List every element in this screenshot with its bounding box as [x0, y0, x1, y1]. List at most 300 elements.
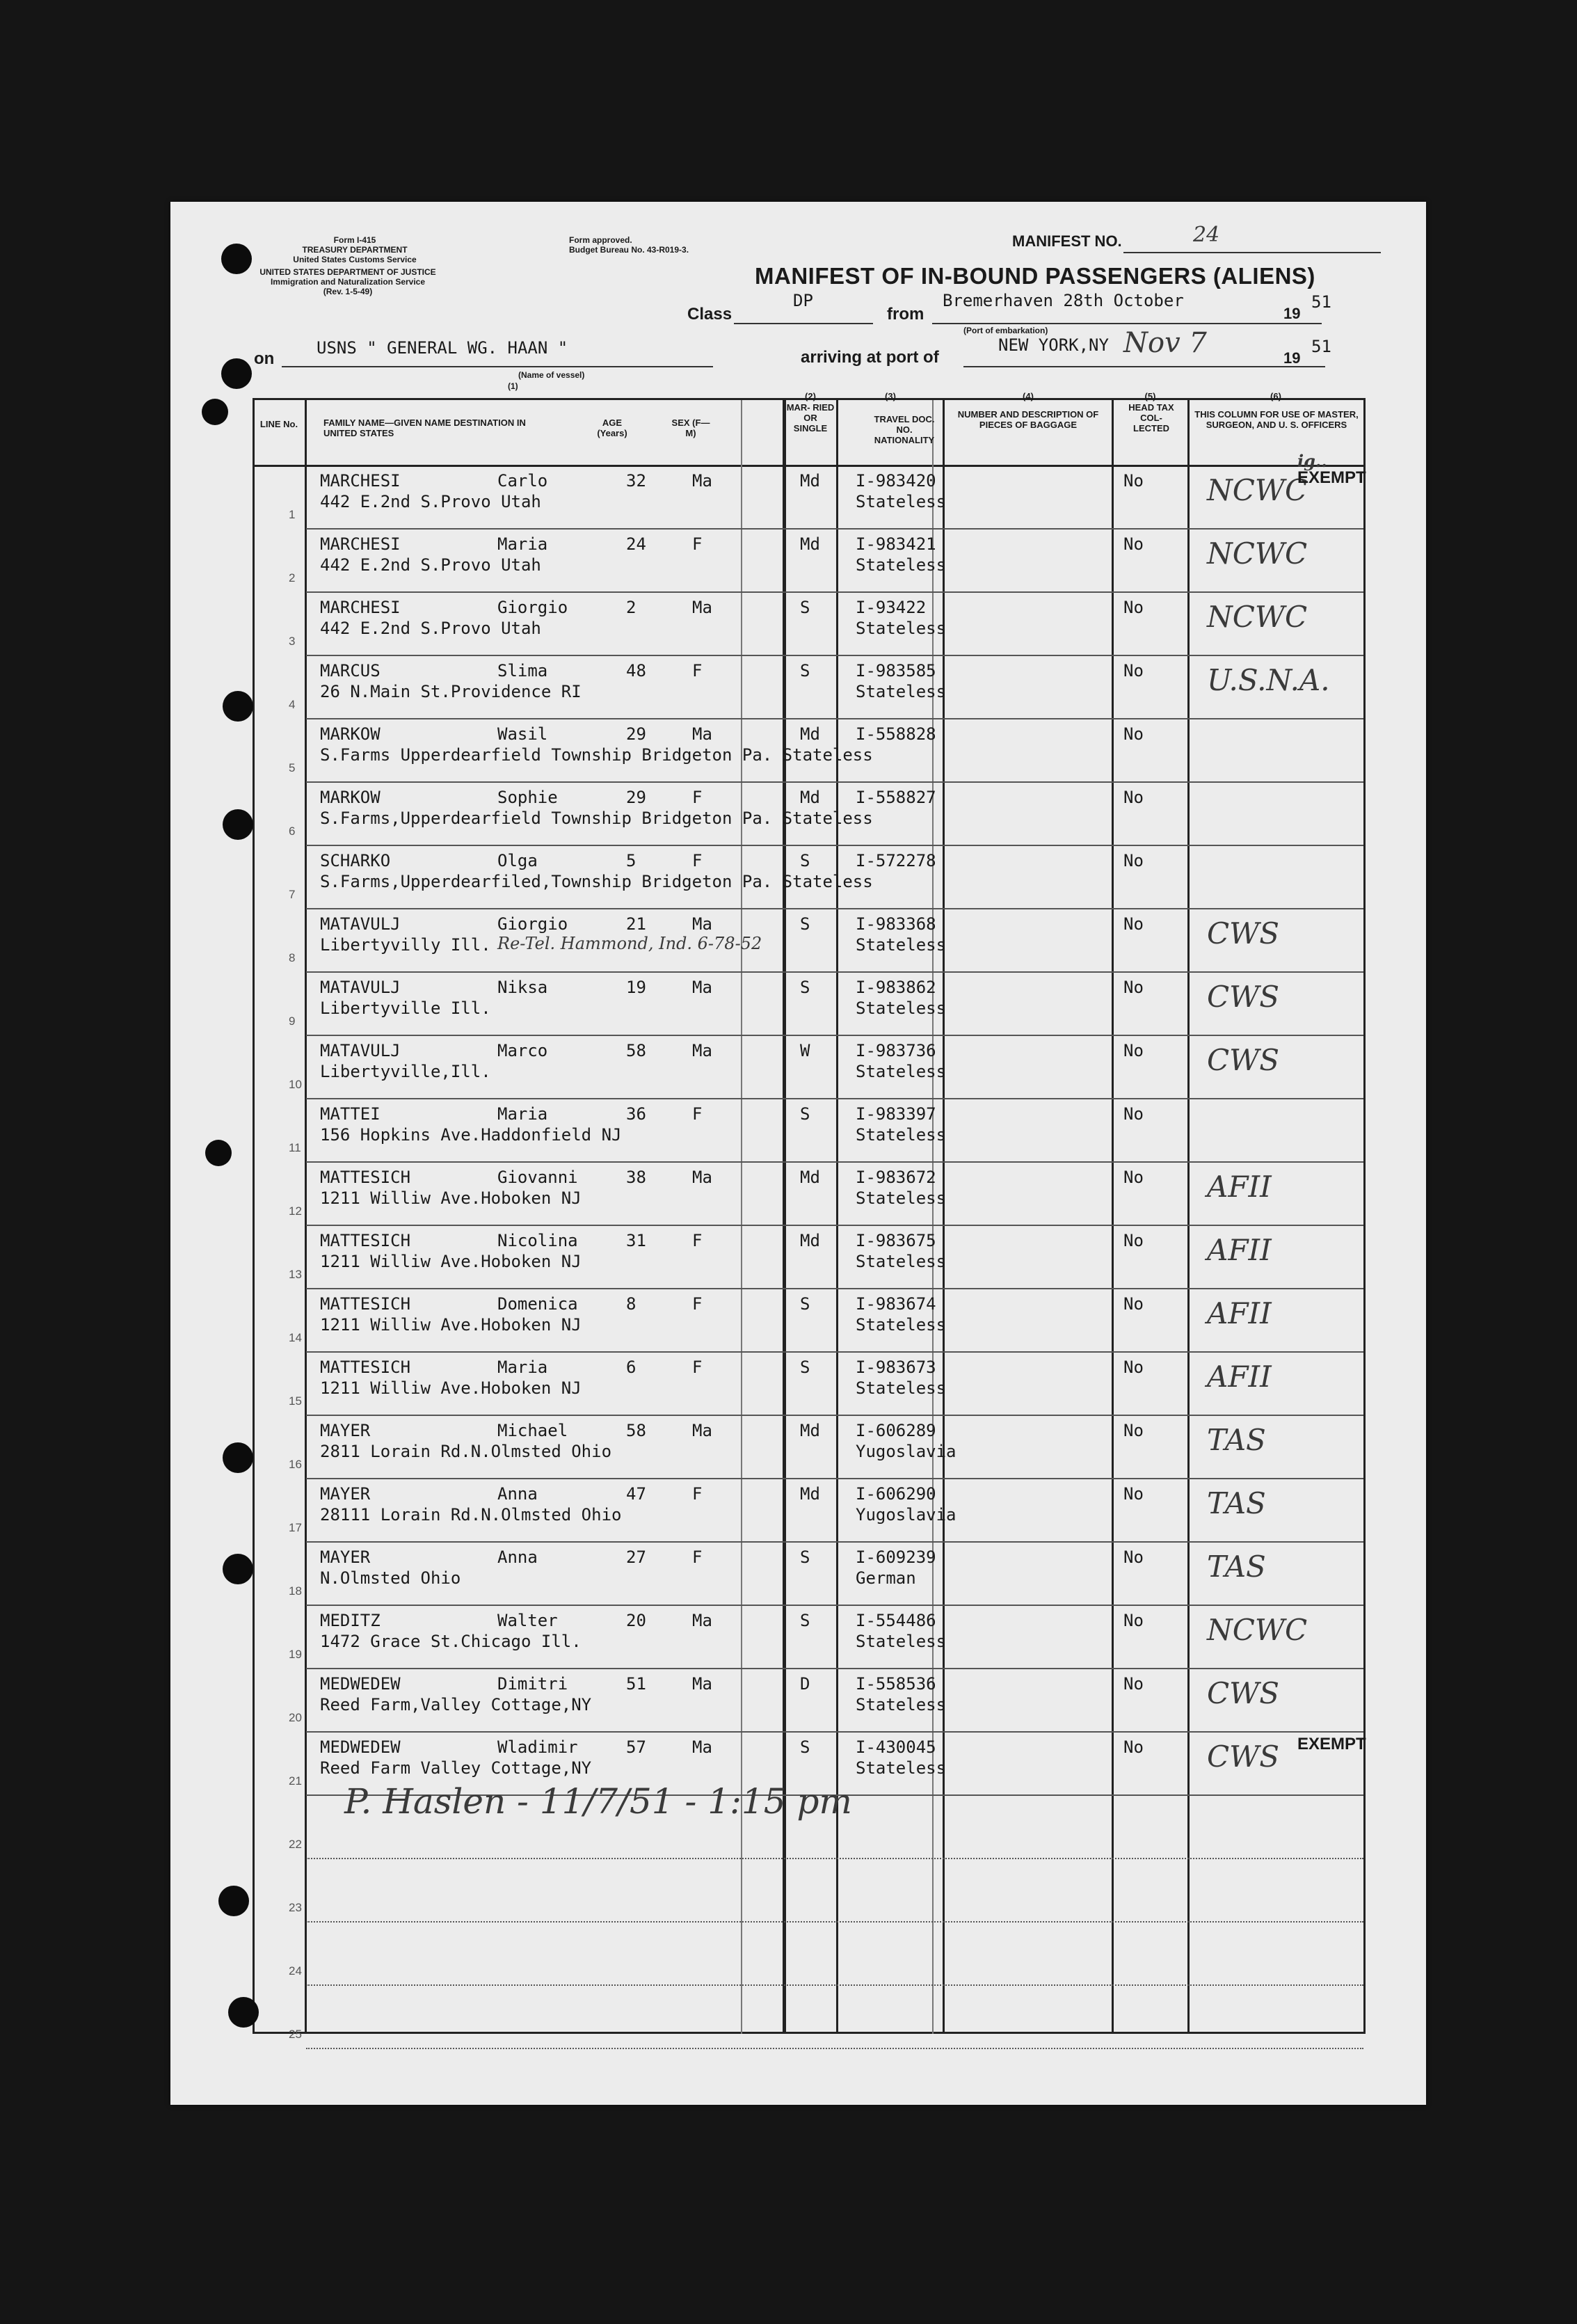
head-tax: No — [1123, 851, 1144, 870]
binder-hole — [223, 1442, 253, 1473]
marital-status: Md — [800, 724, 820, 744]
destination: 442 E.2nd S.Provo Utah — [320, 619, 541, 638]
age: 29 — [626, 788, 646, 807]
table-row — [170, 1543, 1426, 1605]
agency-handwritten: CWS — [1207, 1043, 1280, 1077]
agency-handwritten: NCWC — [1207, 600, 1308, 634]
table-row — [170, 1163, 1426, 1225]
vessel-note: (Name of vessel) — [518, 370, 585, 380]
binder-hole — [228, 1997, 259, 2028]
nationality: Stateless — [856, 998, 947, 1018]
destination: 28111 Lorain Rd.N.Olmsted Ohio — [320, 1505, 622, 1525]
line-number: 4 — [289, 698, 296, 711]
sex: F — [692, 1231, 703, 1250]
agency-handwritten: AFII — [1207, 1296, 1272, 1330]
age: 8 — [626, 1294, 637, 1314]
travel-doc-no: I-983397 — [856, 1104, 936, 1124]
nationality: Stateless — [856, 1188, 947, 1208]
destination: 1211 Williw Ave.Hoboken NJ — [320, 1378, 582, 1398]
arriving-date-handwritten: Nov 7 — [1123, 327, 1207, 359]
age: 5 — [626, 851, 637, 870]
agency-handwritten: U.S.N.A. — [1207, 663, 1330, 697]
head-tax: No — [1123, 1547, 1144, 1567]
line-number: 24 — [289, 1964, 302, 1977]
given-name: Maria — [497, 1358, 548, 1377]
agency-handwritten: TAS — [1207, 1486, 1266, 1520]
form-number-block — [275, 235, 435, 264]
destination: 2811 Lorain Rd.N.Olmsted Ohio — [320, 1442, 612, 1461]
nationality: Stateless — [856, 1125, 947, 1145]
table-row — [170, 1479, 1426, 1542]
travel-doc-no: I-983421 — [856, 534, 936, 554]
head-tax: No — [1123, 534, 1144, 554]
travel-doc-no: I-983862 — [856, 978, 936, 997]
line-number: 21 — [289, 1774, 302, 1788]
marital-status: Md — [800, 1168, 820, 1187]
destination: S.Farms Upperdearfield Township Bridgeton Pa. Stateless — [320, 745, 873, 765]
line-number: 12 — [289, 1204, 302, 1218]
line-number: 16 — [289, 1458, 302, 1471]
travel-doc-no: I-983420 — [856, 471, 936, 491]
given-name: Slima — [497, 661, 548, 681]
port-embarkation-note: (Port of embarkation) — [963, 326, 1048, 335]
marital-status: Md — [800, 1484, 820, 1504]
col-married-num: (2) — [805, 391, 816, 401]
arrive-year: 51 — [1311, 337, 1331, 356]
travel-doc-no: I-983585 — [856, 661, 936, 681]
travel-doc-no: I-983674 — [856, 1294, 936, 1314]
line-number: 20 — [289, 1711, 302, 1724]
col-travel-num: (3) — [885, 391, 896, 401]
family-name: MATTEI — [320, 1104, 381, 1124]
vessel-col-number: (1) — [508, 381, 518, 391]
age: 31 — [626, 1231, 646, 1250]
agency-handwritten: NCWC — [1207, 536, 1308, 571]
family-name: MARCHESI — [320, 471, 401, 491]
sex: Ma — [692, 724, 712, 744]
age: 36 — [626, 1104, 646, 1124]
line-number: 7 — [289, 888, 296, 901]
dept-ins: Immigration and Naturalization Service — [270, 277, 426, 287]
family-name: MARCUS — [320, 661, 381, 681]
marital-status: S — [800, 914, 810, 934]
dept-customs: United States Customs Service — [293, 255, 417, 264]
marital-status: S — [800, 1294, 810, 1314]
col-officers-header: THIS COLUMN FOR USE OF MASTER, SURGEON, AND U. S. OFFICERS — [1194, 409, 1359, 430]
family-name: MARKOW — [320, 788, 381, 807]
travel-doc-no: I-572278 — [856, 851, 936, 870]
sex: Ma — [692, 1674, 712, 1694]
given-name: Anna — [497, 1547, 538, 1567]
line-number: 23 — [289, 1901, 302, 1914]
age: 6 — [626, 1358, 637, 1377]
binder-hole — [218, 1886, 249, 1916]
empty-row — [170, 1986, 1426, 2048]
class-value: DP — [793, 291, 813, 310]
head-tax: No — [1123, 788, 1144, 807]
agency-handwritten: CWS — [1207, 1676, 1280, 1710]
given-name: Carlo — [497, 471, 548, 491]
col-travel-header: TRAVEL DOC. NO. NATIONALITY — [874, 414, 935, 445]
sex: Ma — [692, 1168, 712, 1187]
head-tax: No — [1123, 598, 1144, 617]
age: 21 — [626, 914, 646, 934]
signature-note: P. Haslen - 11/7/51 - 1:15 pm — [344, 1781, 852, 1822]
nationality: Stateless — [856, 682, 947, 701]
form-number: Form I-415 — [333, 235, 376, 245]
marital-status: S — [800, 1358, 810, 1377]
family-name: MATTESICH — [320, 1294, 411, 1314]
marital-status: S — [800, 661, 810, 681]
nationality: German — [856, 1568, 916, 1588]
agency-handwritten: AFII — [1207, 1360, 1272, 1394]
table-row — [170, 656, 1426, 719]
travel-doc-no: I-93422 — [856, 598, 927, 617]
empty-row — [170, 1859, 1426, 1922]
agency-handwritten: NCWC — [1207, 1613, 1308, 1647]
binder-hole — [205, 1140, 232, 1166]
table-row — [170, 451, 1426, 529]
head-tax: No — [1123, 1484, 1144, 1504]
from-value: Bremerhaven 28th October — [943, 291, 1184, 310]
travel-doc-no: I-554486 — [856, 1611, 936, 1630]
family-name: MARCHESI — [320, 534, 401, 554]
sex: F — [692, 1358, 703, 1377]
sex: Ma — [692, 1041, 712, 1060]
table-row — [170, 973, 1426, 1035]
age: 38 — [626, 1168, 646, 1187]
travel-doc-no: I-983673 — [856, 1358, 936, 1377]
head-tax: No — [1123, 978, 1144, 997]
head-tax: No — [1123, 1104, 1144, 1124]
from-label: from — [887, 305, 924, 324]
table-row — [170, 1416, 1426, 1479]
head-tax: No — [1123, 1737, 1144, 1757]
head-tax: No — [1123, 1674, 1144, 1694]
arriving-port: NEW YORK,NY — [998, 335, 1109, 355]
destination: Reed Farm Valley Cottage,NY — [320, 1758, 592, 1778]
given-name: Sophie — [497, 788, 558, 807]
given-name: Domenica — [497, 1294, 578, 1314]
from-year-prefix: 19 — [1283, 305, 1301, 322]
marital-status: S — [800, 598, 810, 617]
given-name: Nicolina — [497, 1231, 578, 1250]
given-name: Wladimir — [497, 1737, 578, 1757]
binder-hole — [221, 358, 252, 389]
destination: Libertyvilly Ill. — [320, 935, 491, 955]
given-name: Dimitri — [497, 1674, 568, 1694]
destination: 26 N.Main St.Providence RI — [320, 682, 582, 701]
marital-status: S — [800, 978, 810, 997]
nationality: Stateless — [856, 1758, 947, 1778]
sex: F — [692, 661, 703, 681]
form-approved-block — [569, 235, 689, 255]
destination: Reed Farm,Valley Cottage,NY — [320, 1695, 592, 1714]
row-divider — [306, 2048, 1363, 2049]
col-married-header: MAR- RIED OR SINGLE — [786, 402, 835, 433]
destination: S.Farms,Upperdearfiled,Township Bridgeton Pa. Stateless — [320, 872, 873, 891]
age: 58 — [626, 1421, 646, 1440]
destination: 442 E.2nd S.Provo Utah — [320, 492, 541, 511]
age: 20 — [626, 1611, 646, 1630]
given-name: Marco — [497, 1041, 548, 1060]
family-name: MATAVULJ — [320, 978, 401, 997]
head-tax: No — [1123, 1421, 1144, 1440]
agency-handwritten: CWS — [1207, 1740, 1280, 1774]
line-number: 15 — [289, 1394, 302, 1408]
travel-doc-no: I-558536 — [856, 1674, 936, 1694]
line-number: 17 — [289, 1521, 302, 1534]
class-label: Class — [687, 305, 733, 324]
travel-doc-no: I-983675 — [856, 1231, 936, 1250]
family-name: MARCHESI — [320, 598, 401, 617]
destination: Libertyville Ill. — [320, 998, 491, 1018]
on-label: on — [254, 349, 275, 368]
manifest-no-value: 24 — [1193, 223, 1220, 247]
line-number: 18 — [289, 1584, 302, 1598]
marital-status: S — [800, 1547, 810, 1567]
table-row — [170, 530, 1426, 592]
dept-justice: UNITED STATES DEPARTMENT OF JUSTICE — [259, 267, 436, 277]
col-officers-num: (6) — [1270, 391, 1281, 401]
destination: Libertyville,Ill. — [320, 1062, 491, 1081]
nationality: Stateless — [856, 1315, 947, 1335]
table-row — [170, 1036, 1426, 1099]
head-tax: No — [1123, 1231, 1144, 1250]
col-sex-header: SEX (F—M) — [671, 417, 710, 438]
line-number: 25 — [289, 2028, 302, 2041]
agency-handwritten: TAS — [1207, 1550, 1266, 1584]
vessel-name: USNS " GENERAL WG. HAAN " — [317, 338, 568, 358]
head-tax: No — [1123, 724, 1144, 744]
destination: N.Olmsted Ohio — [320, 1568, 461, 1588]
family-name: MATTESICH — [320, 1231, 411, 1250]
manifest-no-label: MANIFEST NO. — [1012, 232, 1122, 250]
head-tax: No — [1123, 661, 1144, 681]
nationality: Stateless — [856, 619, 947, 638]
table-row — [170, 1669, 1426, 1732]
annotation-note: Re-Tel. Hammond, Ind. 6-78-52 — [497, 934, 762, 953]
given-name: Giorgio — [497, 598, 568, 617]
marital-status: S — [800, 1737, 810, 1757]
age: 2 — [626, 598, 637, 617]
col-baggage-header: NUMBER AND DESCRIPTION OF PIECES OF BAGGAGE — [957, 409, 1099, 430]
family-name: MEDWEDEW — [320, 1737, 401, 1757]
sex: Ma — [692, 1421, 712, 1440]
nationality: Stateless — [856, 492, 947, 511]
head-tax: No — [1123, 1611, 1144, 1630]
table-row — [170, 1099, 1426, 1162]
marital-status: S — [800, 1104, 810, 1124]
travel-doc-no: I-983368 — [856, 914, 936, 934]
marital-status: Md — [800, 1231, 820, 1250]
head-tax: No — [1123, 1168, 1144, 1187]
head-tax: No — [1123, 1294, 1144, 1314]
age: 51 — [626, 1674, 646, 1694]
dept-justice-block — [247, 267, 449, 296]
marital-status: Md — [800, 471, 820, 491]
line-number: 10 — [289, 1078, 302, 1091]
destination: 1211 Williw Ave.Hoboken NJ — [320, 1252, 582, 1271]
agency-handwritten: NCWC — [1207, 473, 1308, 507]
travel-doc-no: I-983736 — [856, 1041, 936, 1060]
age: 47 — [626, 1484, 646, 1504]
agency-handwritten: CWS — [1207, 916, 1280, 950]
family-name: MATAVULJ — [320, 1041, 401, 1060]
age: 58 — [626, 1041, 646, 1060]
agency-handwritten: CWS — [1207, 980, 1280, 1014]
binder-hole — [223, 1554, 253, 1584]
family-name: MAYER — [320, 1421, 371, 1440]
family-name: MAYER — [320, 1547, 371, 1567]
family-name: SCHARKO — [320, 851, 391, 870]
destination: S.Farms,Upperdearfield Township Bridgeton Pa. Stateless — [320, 809, 873, 828]
marital-status: D — [800, 1674, 810, 1694]
travel-doc-no: I-558828 — [856, 724, 936, 744]
marital-status: S — [800, 851, 810, 870]
col-name-header: FAMILY NAME—GIVEN NAME DESTINATION IN UNITED STATES — [323, 417, 526, 438]
col-tax-header: HEAD TAX COL- LECTED — [1128, 402, 1174, 433]
nationality: Stateless — [856, 1632, 947, 1651]
line-number: 2 — [289, 571, 296, 584]
line-number: 11 — [289, 1141, 301, 1154]
given-name: Niksa — [497, 978, 548, 997]
nationality: Stateless — [856, 1252, 947, 1271]
marital-status: Md — [800, 788, 820, 807]
travel-doc-no: I-430045 — [856, 1737, 936, 1757]
line-number: 1 — [289, 508, 296, 521]
col-tax-num: (5) — [1144, 391, 1156, 401]
annotation-note: ig.. — [1297, 451, 1327, 471]
col-baggage-num: (4) — [1023, 391, 1034, 401]
table-row — [170, 719, 1426, 782]
given-name: Wasil — [497, 724, 548, 744]
line-number: 13 — [289, 1268, 302, 1281]
age: 29 — [626, 724, 646, 744]
given-name: Olga — [497, 851, 538, 870]
sex: Ma — [692, 914, 712, 934]
line-number: 5 — [289, 761, 296, 774]
sex: F — [692, 534, 703, 554]
marital-status: W — [800, 1041, 810, 1060]
given-name: Michael — [497, 1421, 568, 1440]
dept-treasury: TREASURY DEPARTMENT — [302, 245, 408, 255]
line-number: 14 — [289, 1331, 302, 1344]
marital-status: S — [800, 1611, 810, 1630]
manifest-page — [170, 202, 1426, 2105]
age: 57 — [626, 1737, 646, 1757]
arriving-label: arriving at port of — [801, 348, 939, 367]
family-name: MATTESICH — [320, 1358, 411, 1377]
nationality: Stateless — [856, 555, 947, 575]
line-number: 22 — [289, 1838, 302, 1851]
sex: Ma — [692, 598, 712, 617]
sex: Ma — [692, 1737, 712, 1757]
family-name: MARKOW — [320, 724, 381, 744]
marital-status: Md — [800, 534, 820, 554]
age: 48 — [626, 661, 646, 681]
family-name: MEDWEDEW — [320, 1674, 401, 1694]
age: 32 — [626, 471, 646, 491]
binder-hole — [223, 809, 253, 840]
table-row — [170, 1226, 1426, 1289]
travel-doc-no: I-558827 — [856, 788, 936, 807]
agency-handwritten: AFII — [1207, 1170, 1272, 1204]
col-line-header: LINE No. — [259, 419, 298, 429]
from-year: 51 — [1311, 292, 1331, 312]
marital-status: Md — [800, 1421, 820, 1440]
nationality: Stateless — [856, 1695, 947, 1714]
line-number: 9 — [289, 1014, 296, 1028]
table-row — [170, 593, 1426, 655]
age: 24 — [626, 534, 646, 554]
destination: 442 E.2nd S.Provo Utah — [320, 555, 541, 575]
exempt-stamp: EXEMPT — [1297, 1735, 1366, 1753]
table-row — [170, 783, 1426, 845]
age: 19 — [626, 978, 646, 997]
sex: F — [692, 1484, 703, 1504]
sex: Ma — [692, 978, 712, 997]
line-number: 6 — [289, 825, 296, 838]
budget-bureau: Budget Bureau No. 43-R019-3. — [569, 245, 689, 255]
head-tax: No — [1123, 1358, 1144, 1377]
table-row — [170, 846, 1426, 909]
destination: 1211 Williw Ave.Hoboken NJ — [320, 1315, 582, 1335]
table-row — [170, 1353, 1426, 1415]
travel-doc-no: I-606289 — [856, 1421, 936, 1440]
line-number: 3 — [289, 635, 296, 648]
agency-handwritten: TAS — [1207, 1423, 1266, 1457]
given-name: Walter — [497, 1611, 558, 1630]
family-name: MATAVULJ — [320, 914, 401, 934]
manifest-title: MANIFEST OF IN-BOUND PASSENGERS (ALIENS) — [755, 263, 1315, 289]
binder-hole — [202, 399, 228, 425]
sex: F — [692, 1104, 703, 1124]
travel-doc-no: I-606290 — [856, 1484, 936, 1504]
nationality: Yugoslavia — [856, 1505, 956, 1525]
sex: F — [692, 851, 703, 870]
nationality: Stateless — [856, 935, 947, 955]
given-name: Maria — [497, 1104, 548, 1124]
travel-doc-no: I-983672 — [856, 1168, 936, 1187]
col-age-header: AGE (Years) — [597, 417, 627, 438]
table-row — [170, 909, 1426, 972]
empty-row — [170, 1923, 1426, 1985]
family-name: MAYER — [320, 1484, 371, 1504]
nationality: Yugoslavia — [856, 1442, 956, 1461]
line-number: 8 — [289, 951, 296, 964]
arrive-year-prefix: 19 — [1283, 349, 1301, 367]
nationality: Stateless — [856, 1378, 947, 1398]
head-tax: No — [1123, 914, 1144, 934]
sex: F — [692, 1294, 703, 1314]
table-row — [170, 1606, 1426, 1669]
destination: 1211 Williw Ave.Hoboken NJ — [320, 1188, 582, 1208]
sex: Ma — [692, 471, 712, 491]
table-row — [170, 1289, 1426, 1352]
form-revision: (Rev. 1-5-49) — [323, 287, 373, 296]
sex: F — [692, 788, 703, 807]
destination: 156 Hopkins Ave.Haddonfield NJ — [320, 1125, 622, 1145]
given-name: Maria — [497, 534, 548, 554]
family-name: MATTESICH — [320, 1168, 411, 1187]
binder-hole — [223, 691, 253, 722]
given-name: Giovanni — [497, 1168, 578, 1187]
travel-doc-no: I-609239 — [856, 1547, 936, 1567]
given-name: Anna — [497, 1484, 538, 1504]
family-name: MEDITZ — [320, 1611, 381, 1630]
sex: Ma — [692, 1611, 712, 1630]
